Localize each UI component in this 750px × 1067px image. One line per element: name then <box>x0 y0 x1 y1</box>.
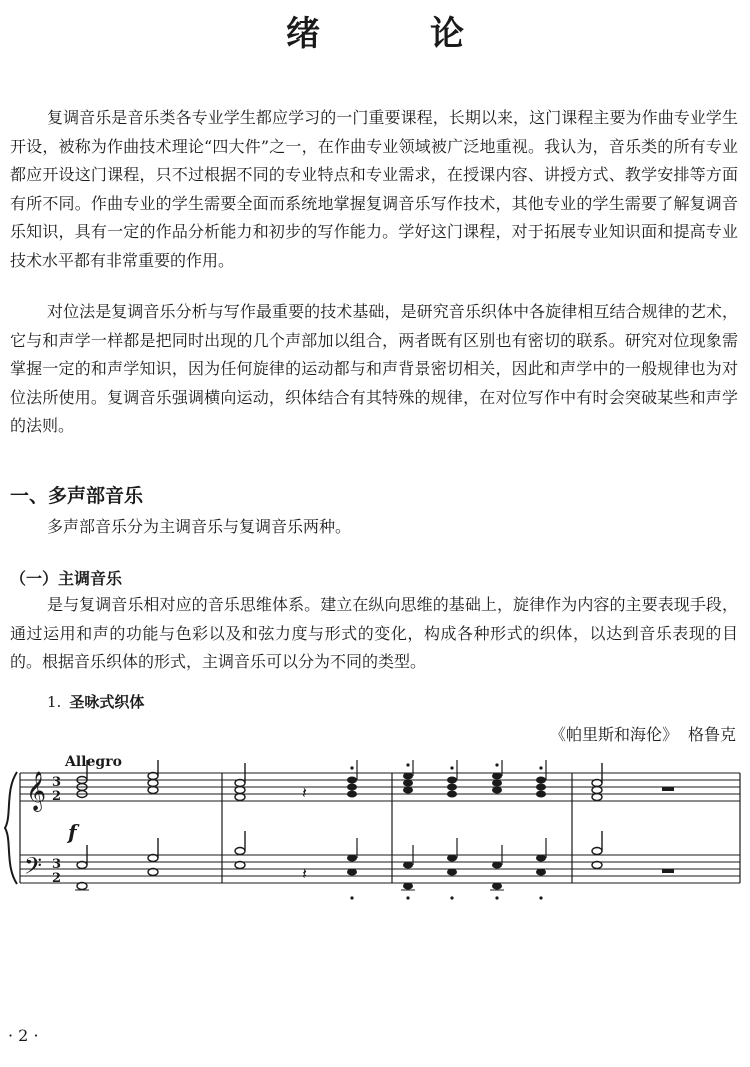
subsection-body: 是与复调音乐相对应的音乐思维体系。建立在纵向思维的基础上，旋律作为内容的主要表现手段，通过运用和声的功能与色彩以及和弦力度与形式的变化，构成各种形式的织体，以达到音乐表现的目的。根据音乐织体的形式，主调音乐可以分为不同的类型。 <box>10 595 738 672</box>
subsection-heading: （一）主调音乐 <box>10 569 123 588</box>
bass-notes <box>77 831 602 890</box>
svg-text:3: 3 <box>52 857 62 872</box>
rests <box>302 783 674 883</box>
page-number: · 2 · <box>8 1026 39 1045</box>
item-number: 1. <box>47 693 62 711</box>
example-credit <box>550 722 736 745</box>
svg-text:3: 3 <box>52 775 62 790</box>
tempo-marking: Allegro <box>65 754 122 770</box>
section-intro: 多声部音乐分为主调音乐与复调音乐两种。 <box>47 517 352 536</box>
treble-staff <box>20 773 740 801</box>
page-title: 绪 论 <box>286 14 502 54</box>
composer: 格鲁克 <box>687 725 736 744</box>
section-heading: 一、多声部音乐 <box>10 485 144 507</box>
svg-text:2: 2 <box>52 789 62 804</box>
svg-text:𝄽: 𝄽 <box>302 783 307 802</box>
item-heading <box>47 691 144 712</box>
bass-staff <box>20 855 740 883</box>
staccato-dots <box>350 763 542 899</box>
brace <box>5 772 17 884</box>
music-score <box>0 760 750 900</box>
item-label: 圣咏式织体 <box>69 693 145 711</box>
paragraph-2: 对位法是复调音乐分析与写作最重要的技术基础，是研究音乐织体中各旋律相互结合规律的艺术，它与和声学一样都是把同时出现的几个声部加以组合，两者既有区别也有密切的联系。研究对位现象需掌握一定的和声学知识，因为任何旋律的运动都与和声背景密切相关，因此和声学中的一般规律也为对位法所使用。复调音乐强调横向运动，织体结合有其特殊的规律，在对位写作中有时会突破某些和声学的法则。 <box>10 302 738 436</box>
bass-clef-icon: 𝄢 <box>24 852 43 885</box>
source-work: 《帕里斯和海伦》 <box>549 725 678 744</box>
dynamic-marking: f <box>68 820 77 844</box>
barlines <box>20 773 740 883</box>
bass-filled-notes <box>347 855 546 890</box>
time-signature <box>52 775 61 886</box>
last-treble-chord <box>592 763 602 801</box>
svg-text:2: 2 <box>52 871 62 886</box>
treble-clef-icon: 𝄞 <box>26 771 47 811</box>
svg-text:𝄽: 𝄽 <box>302 864 307 883</box>
paragraph-1: 复调音乐是音乐类各专业学生都应学习的一门重要课程，长期以来，这门课程主要为作曲专业学生开设，被称为作曲技术理论“四大件”之一，在作曲专业领域被广泛地重视。我认为，音乐类的所有专业都应开设这门课程，只不过根据不同的专业特点和专业需求，在授课内容、讲授方式、教学安排等方面有所不同。作曲专业的学生需要全面而系统地掌握复调音乐写作技术，其他专业的学生需要了解复调音乐知识，具有一定的作品分析能力和初步的写作能力。学好这门课程，对于拓展专业知识面和提高专业技术水平都有非常重要的作用。 <box>10 108 738 270</box>
